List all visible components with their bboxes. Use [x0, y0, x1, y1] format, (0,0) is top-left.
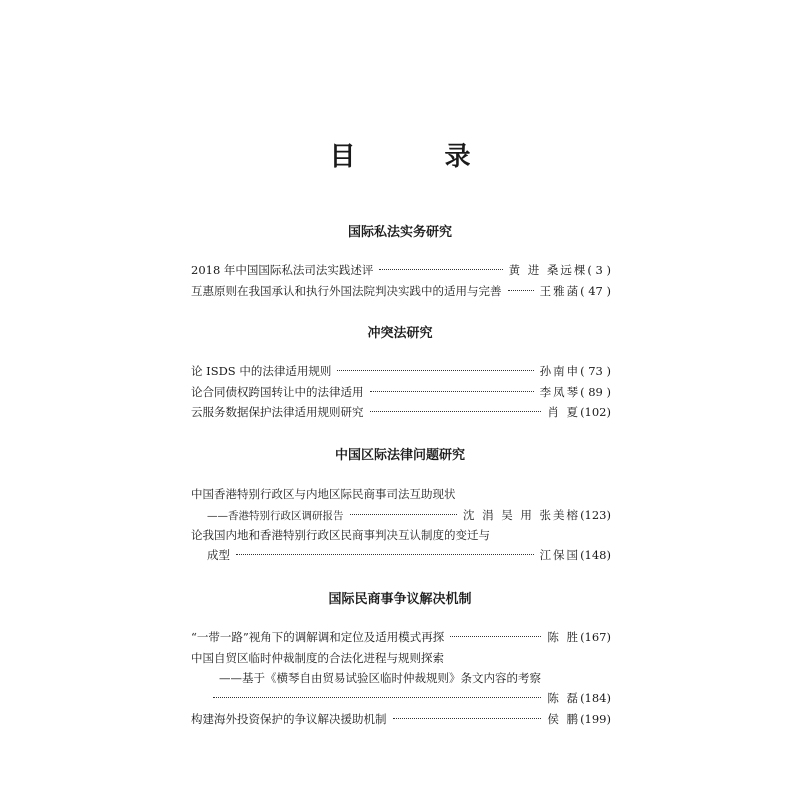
entry-author: 陈 磊	[547, 691, 581, 705]
entry-author: 肖 夏	[547, 405, 581, 419]
entry-title: “一带一路”视角下的调解调和定位及适用模式再探	[191, 630, 445, 644]
toc-entry[interactable]	[207, 545, 611, 565]
section-heading: 国际民商事争议解决机制	[328, 592, 472, 607]
dot-leader	[236, 554, 534, 555]
entry-page: (199)	[580, 712, 611, 726]
toc-entry[interactable]	[191, 709, 611, 729]
dot-leader	[337, 370, 533, 371]
toc-entry[interactable]	[207, 688, 611, 708]
toc-entry[interactable]	[207, 505, 611, 525]
entry-page: (184)	[580, 691, 611, 705]
entry-author: 沈 涓 吴 用 张美榕	[462, 508, 581, 522]
entry-author: 王雅菡	[539, 284, 581, 298]
entry-title: 互惠原则在我国承认和执行外国法院判决实践中的适用与完善	[191, 284, 502, 298]
entry-subtitle: ——香港特别行政区调研报告	[207, 510, 344, 522]
entry-title[interactable]: 中国自贸区临时仲裁制度的合法化进程与规则探索	[191, 651, 444, 665]
page-title: 目 录	[329, 142, 511, 172]
entry-title: 2018 年中国国际私法司法实践述评	[191, 263, 374, 277]
entry-page: ( 89 )	[580, 385, 611, 399]
toc-entry[interactable]	[191, 382, 611, 402]
entry-page: ( 73 )	[580, 364, 611, 378]
entry-author: 陈 胜	[547, 630, 581, 644]
dot-leader	[450, 636, 541, 637]
entry-subtitle: ——基于《横琴自由贸易试验区临时仲裁规则》条文内容的考察	[219, 671, 541, 685]
entry-page: (123)	[580, 508, 611, 522]
dot-leader	[213, 697, 541, 698]
entry-page: ( 47 )	[580, 284, 611, 298]
section-heading: 国际私法实务研究	[347, 225, 452, 240]
entry-author: 李凤琴	[539, 385, 581, 399]
entry-page: (167)	[580, 630, 611, 644]
entry-title: 云服务数据保护法律适用规则研究	[191, 405, 364, 419]
entry-title: 论 ISDS 中的法律适用规则	[191, 364, 332, 378]
section-heading: 冲突法研究	[367, 326, 433, 341]
entry-page: (102)	[580, 405, 611, 419]
dot-leader	[379, 269, 502, 270]
entry-page: ( 3 )	[587, 263, 611, 277]
section-heading: 中国区际法律问题研究	[334, 448, 465, 463]
entry-title: 论合同债权跨国转让中的法律适用	[191, 385, 364, 399]
entry-title: 构建海外投资保护的争议解决援助机制	[191, 712, 387, 726]
entry-page: (148)	[580, 548, 611, 562]
entry-author: 侯 鹏	[547, 712, 581, 726]
toc-entry[interactable]	[191, 281, 611, 301]
entry-title[interactable]: 论我国内地和香港特别行政区民商事判决互认制度的变迁与	[191, 528, 490, 542]
dot-leader	[370, 391, 534, 392]
entry-title[interactable]: 中国香港特别行政区与内地区际民商事司法互助现状	[191, 487, 456, 501]
toc-entry[interactable]	[191, 361, 611, 381]
entry-author: 黄 进 桑远棵	[508, 263, 588, 277]
dot-leader	[350, 514, 457, 515]
entry-title-continued: 成型	[207, 548, 230, 562]
dot-leader	[393, 718, 542, 719]
entry-author: 孙南申	[539, 364, 581, 378]
toc-entry[interactable]	[191, 402, 611, 422]
toc-entry[interactable]	[191, 627, 611, 647]
entry-author: 江保国	[539, 548, 581, 562]
toc-entry[interactable]	[191, 260, 611, 280]
dot-leader	[370, 411, 542, 412]
dot-leader	[508, 290, 534, 291]
